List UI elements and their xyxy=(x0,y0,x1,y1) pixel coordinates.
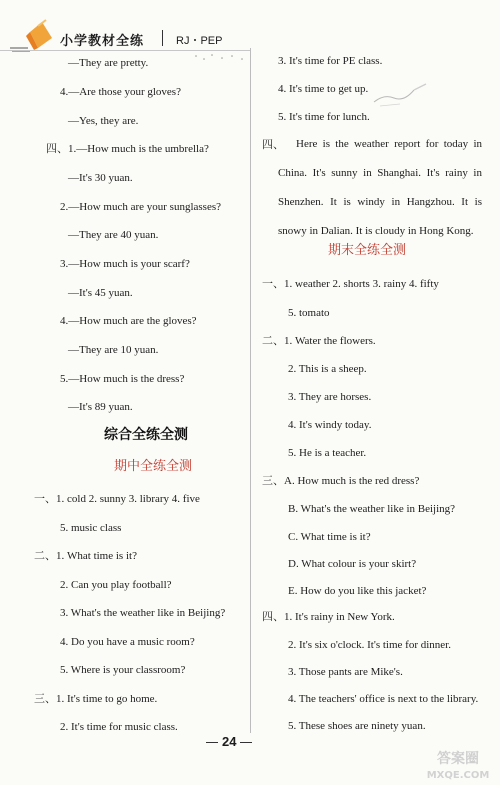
answer-line: 3. Those pants are Mike's. xyxy=(288,666,403,678)
answer-line: 4.—Are those your gloves? xyxy=(60,86,181,98)
answer-line: 二、1. What time is it? xyxy=(34,550,137,562)
answer-line: 2. Can you play football? xyxy=(60,579,172,591)
weather-report: Here is the weather report for today in China. It's sunny in Shanghai. It's rainy in Shenzhen. It is windy in Hangzhou. It is snowy in Dalian. It is cloudy in Hong Kong. xyxy=(278,138,482,237)
answer-line: 3. They are horses. xyxy=(288,391,372,403)
section-title: 综合全练全测 xyxy=(104,427,188,443)
answer-line: —It's 89 yuan. xyxy=(68,401,133,413)
answer-line: 2. It's time for music class. xyxy=(60,721,178,733)
svg-text:MXQE.COM: MXQE.COM xyxy=(426,770,490,781)
header-rule xyxy=(0,50,250,51)
answer-line: 4. It's windy today. xyxy=(288,419,372,431)
midterm-title: 期中全练全测 xyxy=(114,459,193,474)
column-divider xyxy=(250,48,251,733)
header-separator xyxy=(162,30,163,46)
final-title: 期末全练全测 xyxy=(328,243,407,258)
answer-line: —They are pretty. xyxy=(68,57,149,69)
answer-line: 2.—How much are your sunglasses? xyxy=(60,201,221,213)
answer-line: —They are 40 yuan. xyxy=(68,229,159,241)
answer-line: D. What colour is your skirt? xyxy=(288,558,417,570)
answer-line: 4. The teachers' office is next to the library. xyxy=(288,693,479,705)
edition-label: RJ・PEP xyxy=(176,35,223,47)
answer-line: 三、A. How much is the red dress? xyxy=(262,475,420,487)
answer-line: 二、1. Water the flowers. xyxy=(262,335,376,347)
pencil-mark-icon xyxy=(370,80,430,110)
answer-line: 5. tomato xyxy=(288,307,330,319)
answer-line: 5. It's time for lunch. xyxy=(278,111,370,123)
answer-line: 3.—How much is your scarf? xyxy=(60,258,190,270)
book-logo-icon xyxy=(8,18,54,52)
answer-line: C. What time is it? xyxy=(288,531,371,543)
answer-line: 一、1. weather 2. shorts 3. rainy 4. fifty xyxy=(262,278,439,290)
report-label: 四、 xyxy=(262,139,284,151)
answer-line: 4. It's time to get up. xyxy=(278,83,369,95)
svg-text:答案圈: 答案圈 xyxy=(437,751,479,767)
answer-line: B. What's the weather like in Beijing? xyxy=(288,503,456,515)
decorative-dots-icon xyxy=(190,52,250,62)
answer-line: 2. This is a sheep. xyxy=(288,363,367,375)
answer-line: 3. It's time for PE class. xyxy=(278,55,383,67)
answer-line: 5.—How much is the dress? xyxy=(60,373,185,385)
answer-line: 四、1. It's rainy in New York. xyxy=(262,611,395,623)
answer-line: 5. He is a teacher. xyxy=(288,447,367,459)
answer-line: —It's 45 yuan. xyxy=(68,287,133,299)
answer-line: 5. music class xyxy=(60,522,122,534)
answer-line: 三、1. It's time to go home. xyxy=(34,693,158,705)
answer-line: —It's 30 yuan. xyxy=(68,172,133,184)
brand-title: 小学教材全练 xyxy=(60,34,145,49)
answer-line: 4.—How much are the gloves? xyxy=(60,315,197,327)
answer-line: 3. What's the weather like in Beijing? xyxy=(60,607,226,619)
watermark-logo xyxy=(418,748,498,782)
answer-line: —They are 10 yuan. xyxy=(68,344,159,356)
answer-line: 一、1. cold 2. sunny 3. library 4. five xyxy=(34,493,200,505)
answer-line: 四、1.—How much is the umbrella? xyxy=(46,143,209,155)
answer-line: 5. Where is your classroom? xyxy=(60,664,186,676)
answer-line: 4. Do you have a music room? xyxy=(60,636,195,648)
answer-line: 2. It's six o'clock. It's time for dinner. xyxy=(288,639,451,651)
answer-line: E. How do you like this jacket? xyxy=(288,585,427,597)
answer-line: —Yes, they are. xyxy=(68,115,139,127)
page-number: 24 xyxy=(222,734,237,749)
answer-line: 5. These shoes are ninety yuan. xyxy=(288,720,426,732)
